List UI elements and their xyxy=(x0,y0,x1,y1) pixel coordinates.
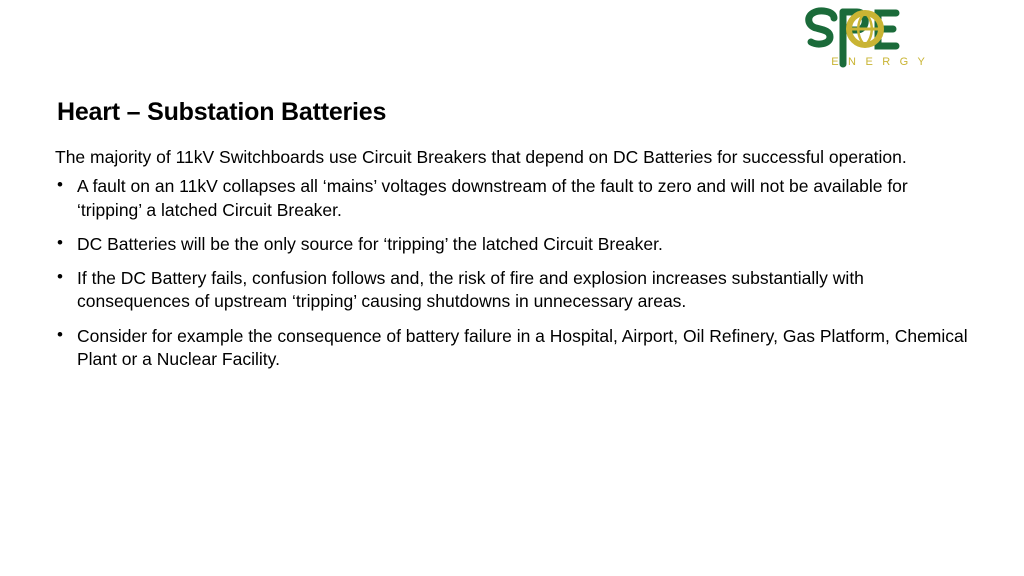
list-item-text: DC Batteries will be the only source for ‘tripping’ the latched Circuit Breaker. xyxy=(77,233,663,254)
bullet-list xyxy=(55,175,968,371)
list-item-text: If the DC Battery fails, confusion follows and, the risk of fire and explosion increases substantially with consequences of upstream ‘tripping’ causing shutdowns in unnecessary areas. xyxy=(77,268,864,312)
bullet-icon: • xyxy=(57,232,63,252)
list-item xyxy=(55,175,977,222)
intro-paragraph: The majority of 11kV Switchboards use Circuit Breakers that depend on DC Batteries for successful operation. xyxy=(55,147,907,167)
bullet-icon: • xyxy=(57,324,63,344)
list-item xyxy=(55,233,977,256)
bullet-icon: • xyxy=(57,267,63,287)
list-item-text: Consider for example the consequence of battery failure in a Hospital, Airport, Oil Refinery, Gas Platform, Chemical Plant or a Nuclear Facility. xyxy=(77,325,968,369)
list-item-text: A fault on an 11kV collapses all ‘mains’ voltages downstream of the fault to zero and will not be available for ‘tripping’ a latched Circuit Breaker. xyxy=(77,176,908,220)
bullet-icon: • xyxy=(57,175,63,195)
logo-tagline: E N E R G Y xyxy=(831,56,928,68)
slide-body xyxy=(55,146,968,382)
list-item xyxy=(55,267,977,314)
page-title: Heart – Substation Batteries xyxy=(57,98,387,126)
list-item xyxy=(55,325,977,372)
